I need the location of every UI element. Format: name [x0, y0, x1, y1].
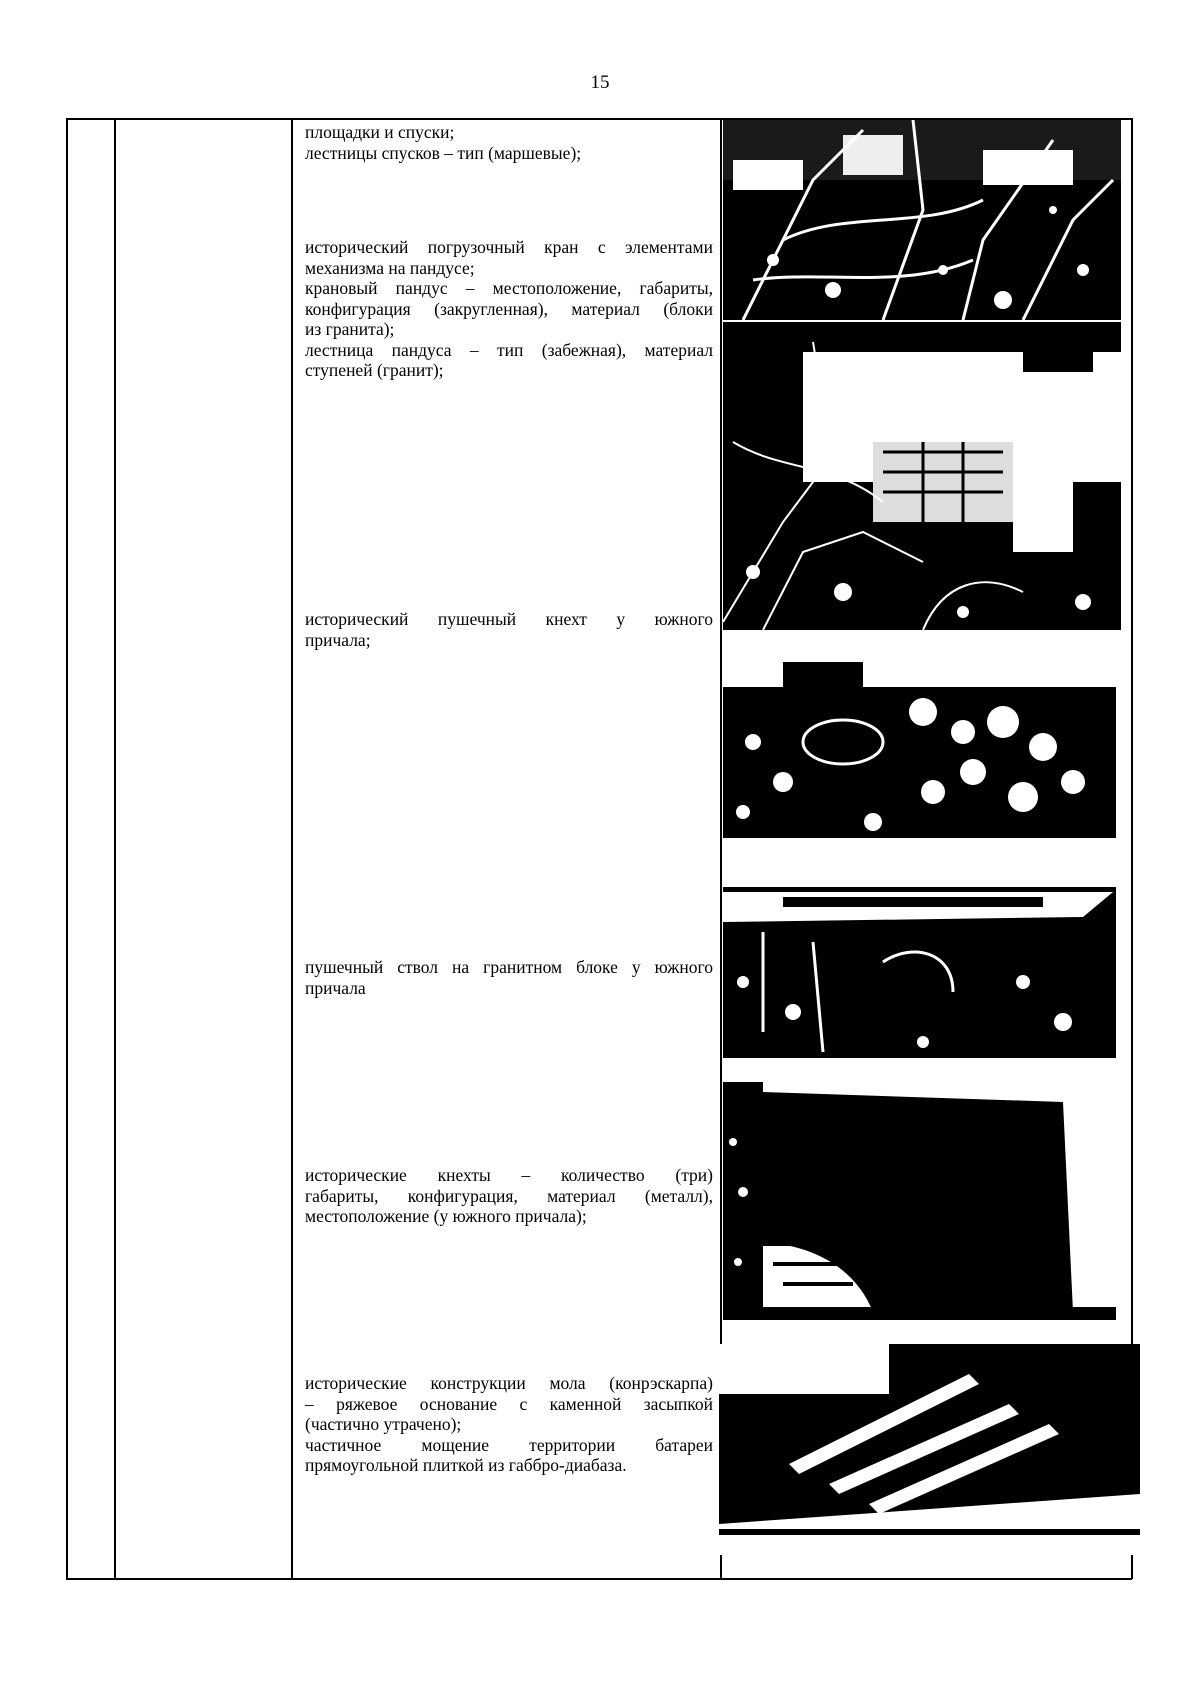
column-divider-1 — [66, 118, 68, 1579]
text-block-crane: исторический погрузочный кран с элементами механизма на пандусе; крановый пандус – местоположение, габариты, конфигурация (закругленная), материал (блоки из гранита); лестница пандуса – тип (забежная), материал ступеней (гранит); — [305, 237, 713, 380]
table-bottom-border — [66, 1578, 1132, 1580]
photo-metal-bollard — [723, 1082, 1116, 1320]
column-divider-3 — [291, 118, 293, 1579]
text-block-pier: исторические конструкции мола (конрэскарпа) – ряжевое основание с каменной засыпкой (частично утрачено); частичное мощение территории батареи прямоугольной плиткой из габбро-диабаза. — [305, 1373, 713, 1475]
photo-cannon-barrel-on-granite — [723, 862, 1116, 1058]
text-block-bollard: исторический пушечный кнехт у южного причала; — [305, 609, 713, 650]
text-block-bollards-three: исторические кнехты – количество (три) габариты, конфигурация, материал (металл), местоположение (у южного причала); — [305, 1165, 713, 1226]
photo-crane-ramp — [723, 322, 1121, 630]
text-block-cannon: пушечный ствол на гранитном блоке у южного причала — [305, 957, 713, 998]
photo-cannon-bollard — [723, 652, 1116, 838]
column-divider-2 — [114, 118, 116, 1579]
photo-pier-structure — [719, 1344, 1140, 1555]
page-number: 15 — [590, 72, 610, 93]
text-block-steps: площадки и спуски; лестницы спусков – тип (маршевые); — [305, 122, 582, 163]
photo-stairs-among-trees — [723, 120, 1121, 320]
